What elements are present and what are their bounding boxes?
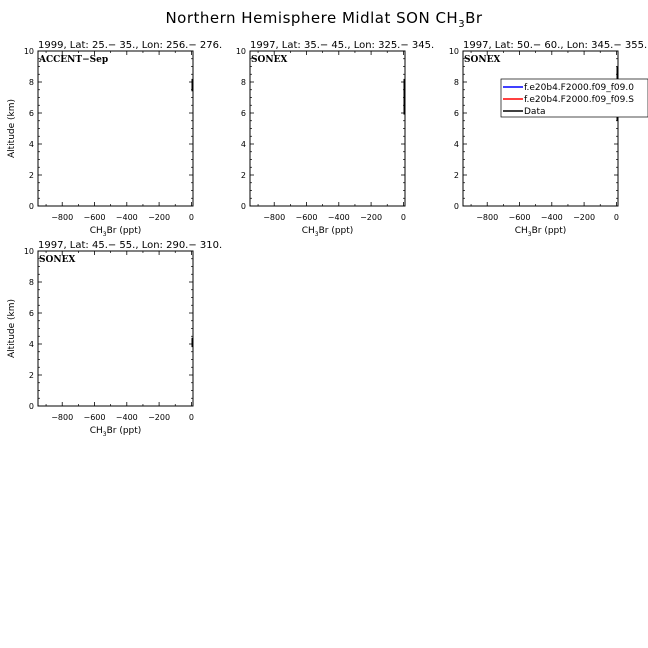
x-tick-label: −600: [508, 213, 531, 222]
campaign-label: SONEX: [39, 255, 76, 265]
legend-label-1: f.e20b4.F2000.f09_f09.0: [524, 83, 634, 93]
x-tick-label: −400: [115, 413, 138, 422]
y-tick-label: 6: [28, 109, 34, 118]
y-tick-label: 6: [28, 309, 34, 318]
y-axis-label: Altitude (km): [7, 298, 17, 359]
x-tick-label: −600: [295, 213, 318, 222]
x-tick-label: 0: [188, 413, 194, 422]
y-tick-label: 0: [453, 202, 459, 211]
y-tick-label: 6: [453, 109, 459, 118]
y-tick-label: 0: [240, 202, 246, 211]
campaign-label: SONEX: [251, 55, 288, 65]
x-tick-label: −800: [51, 213, 74, 222]
x-tick-label: −200: [360, 213, 383, 222]
x-tick-label: 0: [188, 213, 194, 222]
y-tick-label: 8: [28, 78, 34, 87]
y-tick-label: 6: [240, 109, 246, 118]
y-axis-label: Altitude (km): [7, 98, 17, 159]
y-tick-label: 2: [28, 171, 34, 180]
x-axis-label-sub: 3: [102, 431, 107, 438]
y-tick-label: 2: [240, 171, 246, 180]
x-tick-label: −400: [327, 213, 350, 222]
x-axis-label-main: CH: [301, 226, 315, 236]
x-tick-label: −400: [115, 213, 138, 222]
y-tick-label: 10: [235, 47, 246, 56]
x-axis-label-sub: 3: [102, 231, 107, 238]
x-tick-label: −200: [148, 213, 171, 222]
x-axis-label-tail: Br (ppt): [531, 226, 567, 236]
x-tick-label: −200: [573, 213, 596, 222]
figure-title-main: Northern Hemisphere Midlat SON CH: [165, 9, 459, 27]
y-tick-label: 4: [28, 140, 34, 149]
x-axis-label-sub: 3: [314, 231, 319, 238]
legend: [501, 79, 648, 117]
y-tick-label: 8: [453, 78, 459, 87]
panel-title: 1997, Lat: 35.− 45., Lon: 325.− 345.: [250, 40, 435, 51]
x-axis-label: [90, 426, 142, 438]
x-tick-label: −800: [263, 213, 286, 222]
y-tick-label: 4: [453, 140, 459, 149]
y-tick-label: 10: [23, 47, 34, 56]
legend-label-2: f.e20b4.F2000.f09_f09.S: [524, 95, 634, 105]
x-tick-label: −800: [51, 413, 74, 422]
y-tick-label: 8: [240, 78, 246, 87]
y-tick-label: 10: [448, 47, 459, 56]
y-tick-label: 2: [453, 171, 459, 180]
panel-title: 1997, Lat: 50.− 60., Lon: 345.− 355.: [463, 40, 648, 51]
y-tick-label: 10: [23, 247, 34, 256]
plot-frame: [38, 51, 193, 206]
x-axis-label: [302, 226, 354, 238]
y-tick-label: 0: [28, 402, 34, 411]
chart-panel-2: [236, 40, 434, 238]
x-axis-label-main: CH: [89, 426, 103, 436]
campaign-label: ACCENT−Sep: [39, 55, 109, 65]
y-tick-label: 4: [240, 140, 246, 149]
x-axis-label-main: CH: [89, 226, 103, 236]
chart-panel-3: [449, 40, 647, 238]
y-tick-label: 8: [28, 278, 34, 287]
x-tick-label: −800: [476, 213, 499, 222]
plot-frame: [38, 251, 193, 406]
x-axis-label-tail: Br (ppt): [106, 226, 142, 236]
plot-frame: [463, 51, 618, 206]
y-tick-label: 2: [28, 371, 34, 380]
panel-title: 1997, Lat: 45.− 55., Lon: 290.− 310.: [38, 240, 223, 251]
x-tick-label: 0: [400, 213, 406, 222]
x-axis-label: [90, 226, 142, 238]
x-tick-label: −600: [83, 213, 106, 222]
x-tick-label: −200: [148, 413, 171, 422]
figure-title: [165, 9, 482, 30]
x-tick-label: −600: [83, 413, 106, 422]
figure-title-sub: 3: [458, 19, 466, 30]
legend-label-3: Data: [524, 107, 546, 117]
figure-title-tail: Br: [465, 9, 483, 27]
panel-title: 1999, Lat: 25.− 35., Lon: 256.− 276.: [38, 40, 223, 51]
x-tick-label: 0: [613, 213, 619, 222]
y-tick-label: 0: [28, 202, 34, 211]
chart-panel-4: [7, 240, 222, 438]
x-axis-label: [515, 226, 567, 238]
x-axis-label-tail: Br (ppt): [318, 226, 354, 236]
y-tick-label: 4: [28, 340, 34, 349]
x-tick-label: −400: [540, 213, 563, 222]
campaign-label: SONEX: [464, 55, 501, 65]
chart-panel-1: [7, 40, 222, 238]
x-axis-label-tail: Br (ppt): [106, 426, 142, 436]
x-axis-label-main: CH: [514, 226, 528, 236]
x-axis-label-sub: 3: [527, 231, 532, 238]
plot-frame: [250, 51, 405, 206]
